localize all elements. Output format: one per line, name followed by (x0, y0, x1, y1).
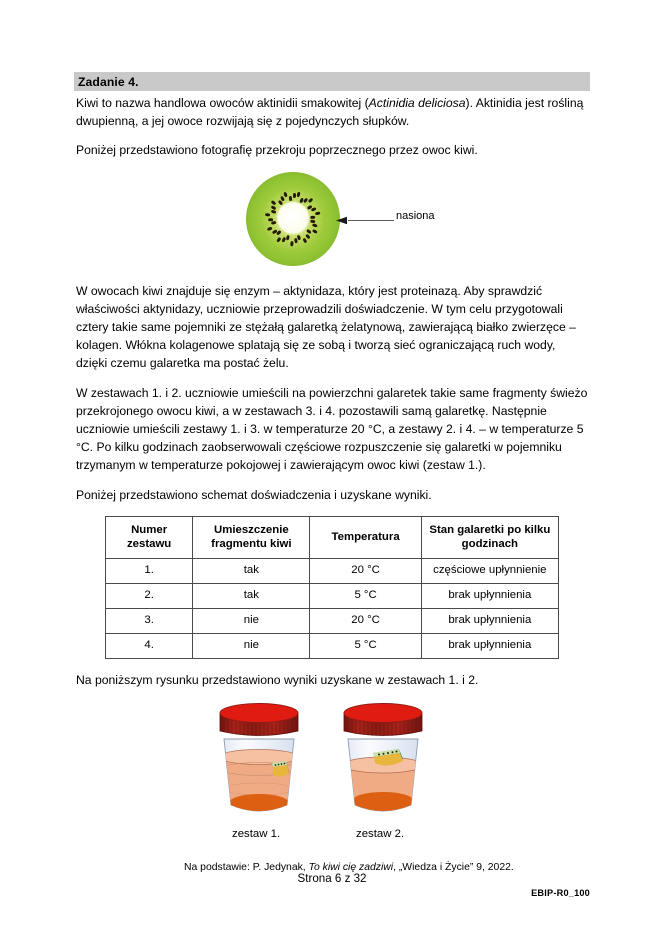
jar-2-illustration (327, 701, 439, 823)
footer-page-number: Strona 6 z 32 (297, 872, 367, 885)
jar-1-caption: zestaw 1. (232, 828, 281, 841)
table-cell-2-1: nie (193, 608, 310, 633)
jar-2-cap-top (344, 704, 422, 723)
table-cell-0-2: 20 °C (310, 558, 421, 583)
source-prefix: Na podstawie: P. Jedynak, (184, 862, 309, 874)
table-cell-3-0: 4. (106, 633, 193, 658)
arrow-left-icon (336, 216, 394, 225)
table-header-cell-1 (193, 516, 310, 558)
table-head (106, 516, 559, 558)
header-line-3-0: Stan galaretki po kilku (429, 523, 551, 536)
table-cell-0-3: częściowe upłynnienie (421, 558, 558, 583)
experiment-table-wrap (74, 516, 590, 659)
table-cell-2-3: brak upłynnienia (421, 608, 558, 633)
jar-1-illustration (203, 701, 315, 823)
table-row (106, 558, 559, 583)
jars-figure (74, 701, 590, 849)
paragraph-drawing-lead: Na poniższym rysunku przedstawiono wyniki uzyskane w zestawach 1. i 2. (76, 672, 479, 687)
header-line-0-0: Numer (131, 523, 168, 536)
header-line-1-1: fragmentu kiwi (211, 538, 292, 551)
intro-run-1: Kiwi to nazwa handlowa owoców aktinidii smakowitej ( (76, 96, 369, 110)
paragraph-photo-lead: Poniżej przedstawiono fotografię przekroju poprzecznego przez owoc kiwi. (76, 143, 478, 158)
header-line-3-1: godzinach (461, 538, 518, 551)
table-row (106, 633, 559, 658)
kiwi-label-nasiona: nasiona (396, 209, 435, 222)
jar-2-gel (343, 757, 423, 823)
header-line-0-1: zestawu (126, 538, 172, 551)
header-line-1-0: Umieszczenie (213, 523, 289, 536)
task-header: Zadanie 4. (74, 72, 590, 91)
kiwi-seed (290, 241, 294, 246)
paragraph-scheme-lead: Poniżej przedstawiono schemat doświadczenia i uzyskane wyniki. (76, 487, 432, 502)
table-cell-0-0: 1. (106, 558, 193, 583)
table-body (106, 558, 559, 658)
table-cell-3-1: nie (193, 633, 310, 658)
jar-1-cap-top (220, 704, 298, 723)
experiment-table (105, 516, 559, 659)
table-cell-1-3: brak upłynnienia (421, 583, 558, 608)
page-content (74, 72, 590, 875)
source-title: To kiwi cię zadziwi (308, 862, 394, 874)
table-header-cell-3 (421, 516, 558, 558)
table-cell-3-3: brak upłynnienia (421, 633, 558, 658)
table-header-cell-2 (310, 516, 421, 558)
table-cell-1-2: 5 °C (310, 583, 421, 608)
kiwi-photo (246, 172, 340, 266)
intro-run-3: ). Aktinidia jest rośliną dwupienną, a jej owoce rozwijają się z pojedynczych słupków. (76, 96, 584, 129)
kiwi-cross-section-figure (74, 172, 590, 272)
jar-2-caption: zestaw 2. (356, 828, 405, 841)
footer-sheet-code: EBIP-R0_100 (531, 888, 590, 898)
table-header-row (106, 516, 559, 558)
table-header-cell-0 (106, 516, 193, 558)
table-cell-2-2: 20 °C (310, 608, 421, 633)
table-cell-2-0: 3. (106, 608, 193, 633)
header-line-2-0: Temperatura (331, 531, 400, 544)
table-cell-0-1: tak (193, 558, 310, 583)
table-row (106, 608, 559, 633)
paragraph-enzyme: W owocach kiwi znajduje się enzym – aktynidaza, który jest proteinazą. Aby sprawdzić właściwości aktynidazy, uczniowie przeprowadzili doświadczenie. W tym celu przygotowali cztery takie same pojemniki ze stężałą galaretką żelatynową, zawierającą białko zwierzęce – kolagen. Włókna kolagenowe splatają się ze sobą i tworzą sieć ograniczającą ruch wody, dzięki czemu galaretka ma postać żelu. (76, 283, 576, 371)
paragraph-method: W zestawach 1. i 2. uczniowie umieścili na powierzchni galaretek takie same fragmenty świeżo przekrojonego owocu kiwi, a w zestawach 3. i 4. pozostawili samą galaretkę. Następnie uczniowie umieścili zestawy 1. i 3. w temperaturze 20 °C, a zestawy 2. i 4. – w temperaturze 5 °C. Po kilku godzinach zaobserwowali częściowe rozpuszczenie się galaretki w pojemniku trzymanym w temperaturze pokojowej i zawierającym owoc kiwi (zestaw 1.). (76, 385, 588, 473)
table-cell-1-1: tak (193, 583, 310, 608)
kiwi-core (277, 202, 309, 234)
kiwi-seed (268, 218, 273, 222)
paragraph-intro (74, 94, 590, 130)
species-name: Actinidia deliciosa (368, 96, 466, 110)
jar-1-kiwi-slice (272, 761, 289, 777)
source-suffix: , „Wiedza i Życie” 9, 2022. (393, 862, 514, 874)
table-row (106, 583, 559, 608)
table-cell-3-2: 5 °C (310, 633, 421, 658)
table-cell-1-0: 2. (106, 583, 193, 608)
jar-1-gel (219, 750, 299, 824)
